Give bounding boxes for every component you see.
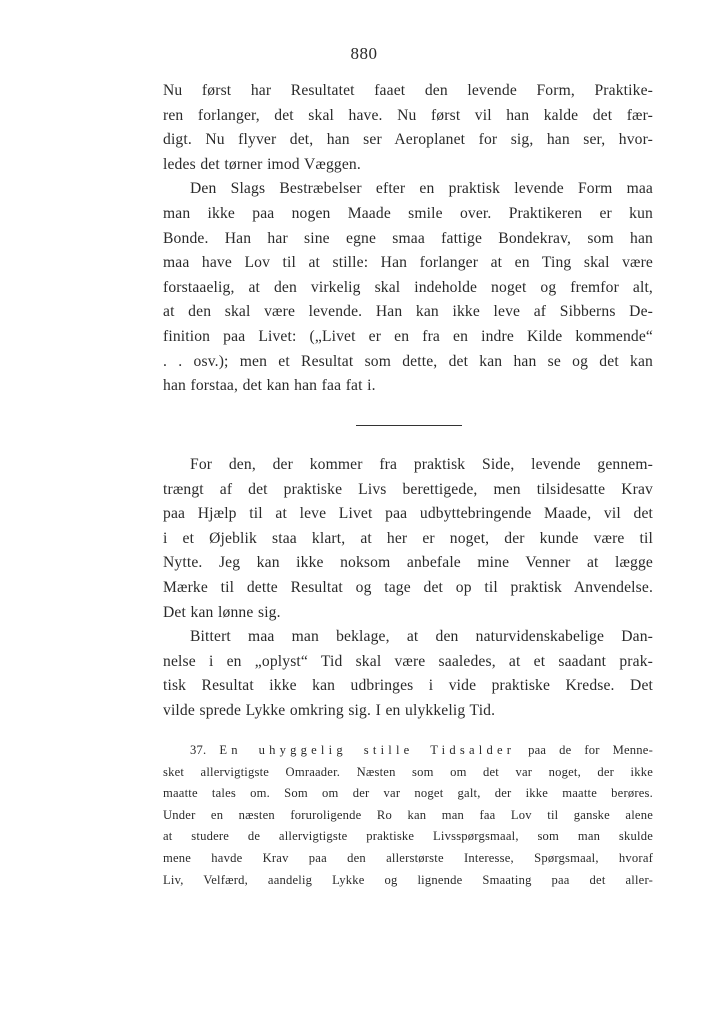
text-line: Mærke til dette Resultat og tage det op til praktisk Anvendelse. xyxy=(163,578,653,596)
text-line: Det kan lønne sig. xyxy=(163,603,281,621)
text-line: Bittert maa man beklage, at den naturvidenskabelige Dan- xyxy=(190,628,653,646)
footnote-line: sket allervigtigste Omraader. Næsten som om det var noget, der ikke xyxy=(163,764,653,779)
paragraph-group-2 xyxy=(163,453,653,724)
text-line: vilde sprede Lykke omkring sig. I en ulykkelig Tid. xyxy=(163,701,496,719)
text-line: For den, der kommer fra praktisk Side, levende gennem- xyxy=(190,456,653,473)
text-line: paa Hjælp til at leve Livet paa udbyttebringende Maade, vil det xyxy=(163,505,653,523)
text-line: digt. Nu flyver det, han ser Aeroplanet for sig, han ser, hvor- xyxy=(163,131,653,149)
footnote-spaced-phrase: En uhyggelig stille Tidsalder xyxy=(219,743,516,757)
footnote-first-line-rest: paa de for Menne- xyxy=(528,743,653,757)
text-line: finition paa Livet: („Livet er en fra en indre Kilde kommende“ xyxy=(163,327,653,345)
page-number: 880 xyxy=(350,44,378,63)
footnote-line: mene havde Krav paa den allerstørste Interesse, Spørgsmaal, hvoraf xyxy=(163,850,653,865)
text-line: tisk Resultat ikke kan udbringes i vide praktiske Kredse. Det xyxy=(163,677,653,695)
footnote-line: maatte tales om. Som om der var noget galt, der ikke maatte berøres. xyxy=(163,786,653,801)
text-line: ledes det tørner imod Væggen. xyxy=(163,155,361,173)
text-line: . . osv.); men et Resultat som dette, det kan han se og det kan xyxy=(163,352,653,370)
text-line: forstaaelig, at den virkelig skal indeholde noget og fremfor alt, xyxy=(163,278,653,296)
text-line: Nytte. Jeg kan ikke noksom anbefale mine Venner at lægge xyxy=(163,554,653,572)
text-line: at den skal være levende. Han kan ikke leve af Sibberns De- xyxy=(163,303,653,321)
text-line: nelse i en „oplyst“ Tid skal være saaledes, at et saadant prak- xyxy=(163,652,653,670)
footnote-line: at studere de allervigtigste praktiske Livsspørgsmaal, som man skulde xyxy=(163,829,653,844)
footnote-line: Under en næsten foruroligende Ro kan man faa Lov til ganske alene xyxy=(163,807,653,822)
section-separator xyxy=(356,425,462,426)
text-line: han forstaa, det kan han faa fat i. xyxy=(163,377,376,395)
text-line: Bonde. Han har sine egne smaa fattige Bondekrav, som han xyxy=(163,229,653,247)
text-line: Nu først har Resultatet faaet den levende Form, Praktike- xyxy=(163,82,653,99)
text-line: man ikke paa nogen Maade smile over. Praktikeren er kun xyxy=(163,204,653,222)
footnote-first-line xyxy=(163,740,653,762)
text-line: maa have Lov til at stille: Han forlanger at en Ting skal være xyxy=(163,254,653,272)
paragraph-group-1 xyxy=(163,79,653,399)
footnote-line: Liv, Velfærd, aandelig Lykke og lignende Smaating paa det aller- xyxy=(163,872,653,887)
text-line: trængt af det praktiske Livs berettigede, men tilsidesatte Krav xyxy=(163,480,653,498)
text-line: Den Slags Bestræbelser efter en praktisk levende Form maa xyxy=(190,180,653,198)
text-line: i et Øjeblik staa klart, at her er noget, der kunde være til xyxy=(163,529,653,547)
text-line: ren forlanger, det skal have. Nu først vil han kalde det fær- xyxy=(163,106,653,124)
footnote xyxy=(163,740,653,891)
footnote-marker: 37. xyxy=(190,743,207,757)
